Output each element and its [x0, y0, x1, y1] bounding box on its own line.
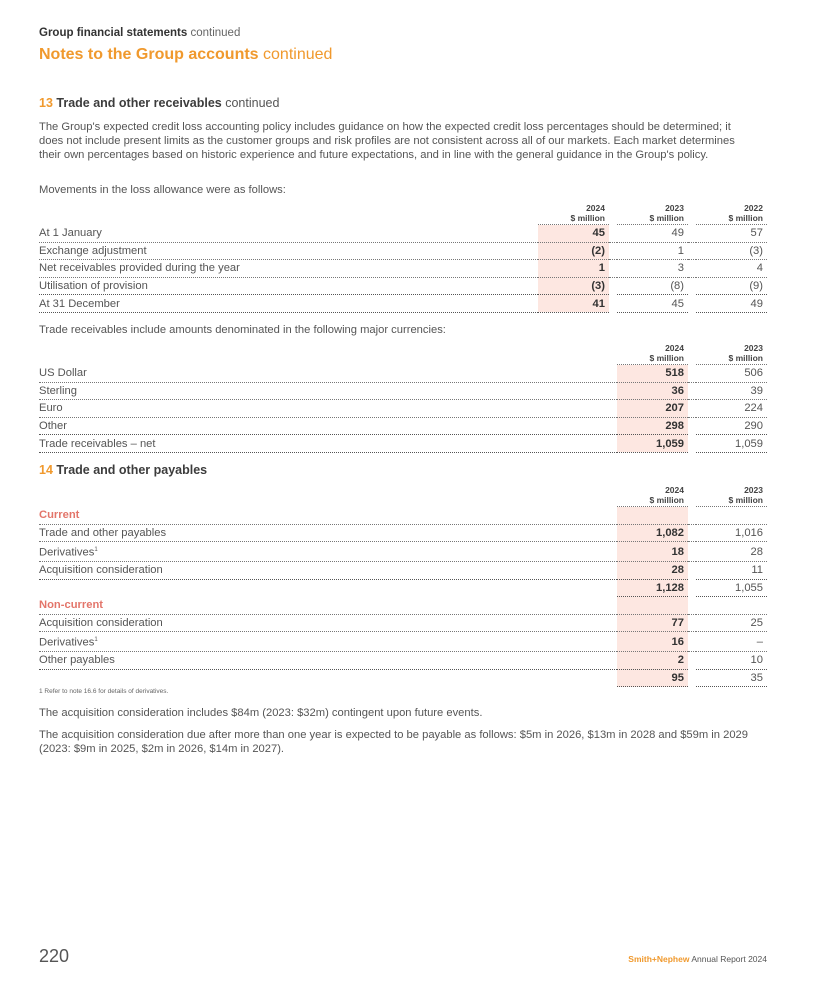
row-label: Utilisation of provision [39, 277, 538, 295]
note-14-heading [39, 463, 207, 477]
cell-2023: 39 [696, 382, 767, 400]
brand-logo: Smith+Nephew [628, 954, 690, 964]
row-label: Other payables [39, 652, 617, 670]
col-2022: 2022 $ million [696, 203, 767, 225]
cell-2024: 518 [617, 365, 688, 383]
table-total-row [39, 669, 767, 687]
note-number: 14 [39, 463, 53, 477]
row-label: Trade and other payables [39, 524, 617, 542]
cell-2023: 1,055 [696, 579, 767, 597]
payables-table [39, 485, 767, 687]
cell-2024: 1 [538, 260, 609, 278]
cell-2023: 25 [696, 614, 767, 632]
cell-2023: 1,016 [696, 524, 767, 542]
cell-2024: 18 [617, 542, 688, 562]
table-row [39, 260, 767, 278]
cell-2023: 28 [696, 542, 767, 562]
report-title: Annual Report 2024 [691, 954, 767, 964]
loss-allowance-table [39, 203, 767, 313]
row-label: Acquisition consideration [39, 561, 617, 579]
row-label: Sterling [39, 382, 617, 400]
note-number: 13 [39, 96, 53, 110]
row-label: Current [39, 507, 617, 525]
cell-2023: 290 [696, 417, 767, 435]
report-footer [628, 954, 767, 964]
note-title: Trade and other payables [56, 463, 208, 477]
row-label: Trade receivables – net [39, 435, 617, 453]
table-row [39, 632, 767, 652]
cell-2024: 36 [617, 382, 688, 400]
ecl-policy-paragraph: The Group's expected credit loss accounting policy includes guidance on how the expected credit loss percentages should be determined; it does not include present limits as the customer groups and risk profiles are not consistent across all of our markets. Each market determines their own percentages based on historic experience and future expectations, and in line with the general guidance in the Group's policy. [39, 121, 735, 161]
table-row [39, 614, 767, 632]
table-row [39, 652, 767, 670]
cell-2023: 10 [696, 652, 767, 670]
row-label: US Dollar [39, 365, 617, 383]
page-number: 220 [39, 946, 70, 966]
table-total-row [39, 579, 767, 597]
cell-2023: – [696, 632, 767, 652]
table-row [39, 524, 767, 542]
cell-2023: 1 [617, 242, 688, 260]
col-2023: 2023 $ million [617, 203, 688, 225]
row-label: Derivatives$^1$ [39, 632, 617, 652]
section-header [39, 27, 240, 39]
cell-2022: (3) [696, 242, 767, 260]
cell-2023: 11 [696, 561, 767, 579]
table-row [39, 400, 767, 418]
row-label: Non-current [39, 597, 617, 615]
table-total-row [39, 435, 767, 453]
row-label: Acquisition consideration [39, 614, 617, 632]
cell-2024: 1,059 [617, 435, 688, 453]
cell-2022: 4 [696, 260, 767, 278]
table-total-row [39, 295, 767, 313]
report-page [39, 0, 767, 983]
section-continued: continued [190, 27, 241, 39]
currency-intro: Trade receivables include amounts denominated in the following major currencies: [39, 324, 446, 336]
cell-2023: 224 [696, 400, 767, 418]
cell-2024: (3) [538, 277, 609, 295]
cell-2024: 41 [538, 295, 609, 313]
row-label: Exchange adjustment [39, 242, 538, 260]
col-2023: 2023 $ million [696, 343, 767, 365]
cell-2024: 16 [617, 632, 688, 652]
table-row [39, 242, 767, 260]
row-label: Euro [39, 400, 617, 418]
note-title: Trade and other receivables [56, 96, 222, 110]
col-2023: 2023 $ million [696, 485, 767, 507]
col-2024: 2024 $ million [538, 203, 609, 225]
section-title: Group financial statements [39, 27, 188, 39]
cell-2024: 77 [617, 614, 688, 632]
note-13-heading [39, 96, 279, 110]
cell-2023: 1,059 [696, 435, 767, 453]
table-row [39, 542, 767, 562]
cell-2023: 35 [696, 669, 767, 687]
row-label: Derivatives$^1$ [39, 542, 617, 562]
acquisition-paragraph: The acquisition consideration includes $84m (2023: $32m) contingent upon future events. [39, 707, 483, 719]
row-label: At 31 December [39, 295, 538, 313]
table-row [39, 417, 767, 435]
cell-2024: 28 [617, 561, 688, 579]
cell-2024: 95 [617, 669, 688, 687]
table-header-row [39, 485, 767, 507]
cell-2024: 1,128 [617, 579, 688, 597]
table-row [39, 561, 767, 579]
notes-title: Notes to the Group accounts [39, 46, 259, 63]
footnote: 1 Refer to note 16.6 for details of derivatives. [39, 688, 169, 695]
table-row [39, 277, 767, 295]
cell-2023: 506 [696, 365, 767, 383]
cell-2024: 2 [617, 652, 688, 670]
col-2024: 2024 $ million [617, 485, 688, 507]
table-row [39, 225, 767, 243]
cell-2024: 1,082 [617, 524, 688, 542]
row-label: Other [39, 417, 617, 435]
header-spacer [39, 203, 538, 225]
section-row-current [39, 507, 767, 525]
acquisition-schedule-paragraph: The acquisition consideration due after more than one year is expected to be payable as follows: $5m in 2026, $13m in 2028 and $59m in 2029 (2023: $9m in 2025, $2m in 2026, $14m in 2027). [39, 729, 748, 755]
row-label: At 1 January [39, 225, 538, 243]
cell-2024: 298 [617, 417, 688, 435]
table-row [39, 382, 767, 400]
note-continued: continued [225, 96, 280, 110]
cell-2022: (9) [696, 277, 767, 295]
cell-2024: 45 [538, 225, 609, 243]
notes-header [39, 46, 332, 64]
cell-2024: (2) [538, 242, 609, 260]
table-header-row [39, 203, 767, 225]
cell-2023: 45 [617, 295, 688, 313]
cell-2022: 57 [696, 225, 767, 243]
section-row-noncurrent [39, 597, 767, 615]
table-header-row [39, 343, 767, 365]
cell-2024: 207 [617, 400, 688, 418]
cell-2022: 49 [696, 295, 767, 313]
loss-allowance-intro: Movements in the loss allowance were as follows: [39, 184, 286, 196]
cell-2023: 3 [617, 260, 688, 278]
col-2024: 2024 $ million [617, 343, 688, 365]
notes-continued: continued [263, 46, 333, 63]
cell-2023: (8) [617, 277, 688, 295]
cell-2023: 49 [617, 225, 688, 243]
table-row [39, 365, 767, 383]
currency-table [39, 343, 767, 453]
row-label: Net receivables provided during the year [39, 260, 538, 278]
